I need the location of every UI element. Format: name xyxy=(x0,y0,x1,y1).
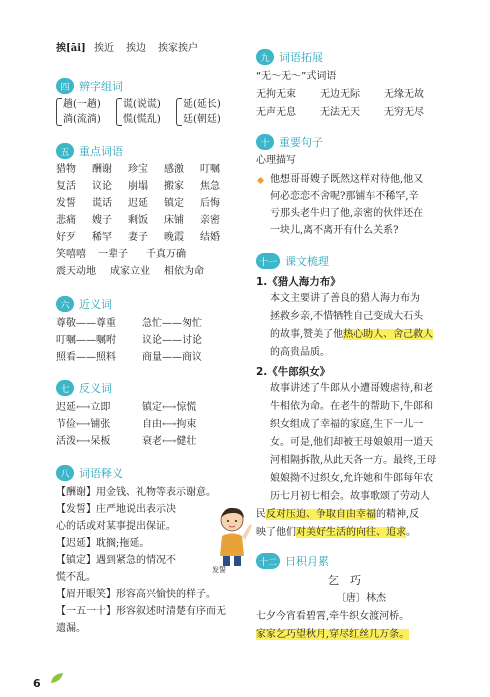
word-row: 悲痛 嫂子 剩饭 床铺 亲密 xyxy=(56,215,220,226)
pattern-row: 无拘无束 无边无际 无缘无故 xyxy=(256,89,424,100)
section-7-header: 七 反义词 xyxy=(56,380,112,396)
highlight: 家家乞巧望秋月,穿尽红丝几万条。 xyxy=(256,629,410,640)
summary-line: 牛相依为命。在老牛的帮助下,牛郎和 xyxy=(270,401,434,412)
double-arrow-icon: ⟷ xyxy=(76,419,91,430)
summary-line: 历七月初七相会。故事歌颂了劳动人 xyxy=(270,491,430,502)
section-4-header: 四 辨字组词 xyxy=(56,78,123,94)
section-11-header: 十一 课文梳理 xyxy=(256,253,329,269)
antonym-row: 节俭⟷铺张 自由⟷拘束 xyxy=(56,419,197,430)
summary-line: 的故事,赞美了他热心助人、舍己救人 xyxy=(270,329,434,340)
definition-line: 心的话或对某事提出保证。 xyxy=(56,521,176,532)
section-8-header: 八 词语释义 xyxy=(56,465,123,481)
definition-line: 慌不乱。 xyxy=(56,572,96,583)
text-title-2: 2.《牛郎织女》 xyxy=(256,366,331,378)
summary-line: 的高贵品质。 xyxy=(270,347,330,358)
char-group-2: 谎(说谎) 慌(慌乱) xyxy=(116,97,161,127)
summary-line: 故事讲述了牛郎从小遭哥嫂虐待,和老 xyxy=(270,383,434,394)
highlight: 热心助人、舍己救人 xyxy=(343,329,434,340)
sentence-line: 亏那头老牛归了他,亲密的伙伴还在 xyxy=(270,208,424,219)
section-10-header: 十 重要句子 xyxy=(256,134,323,150)
word-row: 笑嘻嘻 一辈子 千真万确 xyxy=(56,249,186,260)
char-group-3: 延(延长) 廷(朝廷) xyxy=(176,97,221,127)
summary-line: 拯救乡亲,不惜牺牲自己变成大石头 xyxy=(270,311,424,322)
word-row: 好歹 稀罕 妻子 晚霞 结婚 xyxy=(56,232,220,243)
section-6-header: 六 近义词 xyxy=(56,296,112,312)
summary-line: 映了他们对美好生活的向往、追求。 xyxy=(256,527,416,538)
leaf-icon xyxy=(50,672,64,684)
double-arrow-icon: ⟷ xyxy=(162,402,177,413)
definition-line: 【镇定】遇到紧急的情况不 xyxy=(56,555,176,566)
synonym-row: 照看——照料 商量——商议 xyxy=(56,352,202,363)
image-caption: 发誓 xyxy=(212,566,226,574)
char-group-1: 趟(一趟) 淌(流淌) xyxy=(56,97,101,127)
double-arrow-icon: ⟷ xyxy=(76,402,91,413)
antonym-row: 活泼⟷呆板 衰老⟷健壮 xyxy=(56,436,197,447)
pattern-subtitle: “无～无～”式词语 xyxy=(256,71,337,82)
word-row: 发誓 谎话 迟延 镇定 后悔 xyxy=(56,198,220,209)
summary-line: 民反对压迫、争取自由幸福的精神,反 xyxy=(256,509,420,520)
definition-line: 【一五一十】形容叙述时清楚有序而无 xyxy=(56,606,226,617)
section-9-header: 九 词语拓展 xyxy=(256,49,323,65)
pattern-row: 无声无息 无法无天 无穷无尽 xyxy=(256,107,424,118)
subhead: 心理描写 xyxy=(256,155,296,166)
sentence-line: 一块儿,离不离开有什么关系? xyxy=(270,225,399,236)
definition-line: 【发誓】庄严地说出表示决 xyxy=(56,504,176,515)
section-12-header: 十二 日积月累 xyxy=(256,553,329,569)
word-row: 震天动地 成家立业 相依为命 xyxy=(56,266,204,277)
double-arrow-icon: ⟷ xyxy=(76,436,91,447)
definition-line: 【眉开眼笑】形容高兴愉快的样子。 xyxy=(56,589,216,600)
definition-line: 【酬谢】用金钱、礼物等表示谢意。 xyxy=(56,487,216,498)
poem-line: 七夕今宵看碧霄,牵牛织女渡河桥。 xyxy=(256,611,410,622)
summary-line: 本文主要讲了善良的猎人海力布为 xyxy=(270,293,420,304)
summary-line: 织女组成了幸福的家庭,生下一儿一 xyxy=(270,419,424,430)
poem-line xyxy=(256,628,409,642)
definition-line: 【迟延】耽搁;拖延。 xyxy=(56,538,150,549)
summary-line: 女。可是,他们却被王母娘娘用一道天 xyxy=(270,437,434,448)
top-line: 挨[āi] 挨近 挨边 挨家挨户 xyxy=(56,43,198,54)
double-arrow-icon: ⟷ xyxy=(162,419,177,430)
word-row: 猎物 酬谢 珍宝 感激 叮嘱 xyxy=(56,164,220,175)
synonym-row: 叮嘱——嘱咐 议论——讨论 xyxy=(56,335,202,346)
double-arrow-icon: ⟷ xyxy=(162,436,177,447)
antonym-row: 迟延⟷立即 镇定⟷惊慌 xyxy=(56,402,197,413)
poem-author: 〔唐〕林杰 xyxy=(336,593,386,604)
page-number: 6 xyxy=(33,677,41,690)
boy-illustration xyxy=(206,506,258,568)
word-row: 复活 议论 崩塌 搬家 焦急 xyxy=(56,181,220,192)
diamond-bullet-icon xyxy=(257,177,264,184)
section-5-header: 五 重点词语 xyxy=(56,143,123,159)
summary-line: 河相隔拆散,从此天各一方。最终,王母 xyxy=(270,455,437,466)
summary-line: 娘娘拗不过织女,允许她和牛郎每年农 xyxy=(270,473,434,484)
text-title-1: 1.《猎人海力布》 xyxy=(256,276,341,288)
sentence-line: 何必恋恋不舍呢?那铺车不稀罕,辛 xyxy=(270,191,419,202)
sentence-line: 他想哥哥嫂子既然这样对待他,他又 xyxy=(270,174,424,185)
highlight: 对美好生活的向往、追求 xyxy=(296,527,406,538)
highlight: 反对压迫、争取自由幸福 xyxy=(266,509,376,520)
definition-line: 遗漏。 xyxy=(56,623,86,634)
poem-title: 乞 巧 xyxy=(328,574,361,587)
synonym-row: 尊敬——尊重 急忙——匆忙 xyxy=(56,318,202,329)
